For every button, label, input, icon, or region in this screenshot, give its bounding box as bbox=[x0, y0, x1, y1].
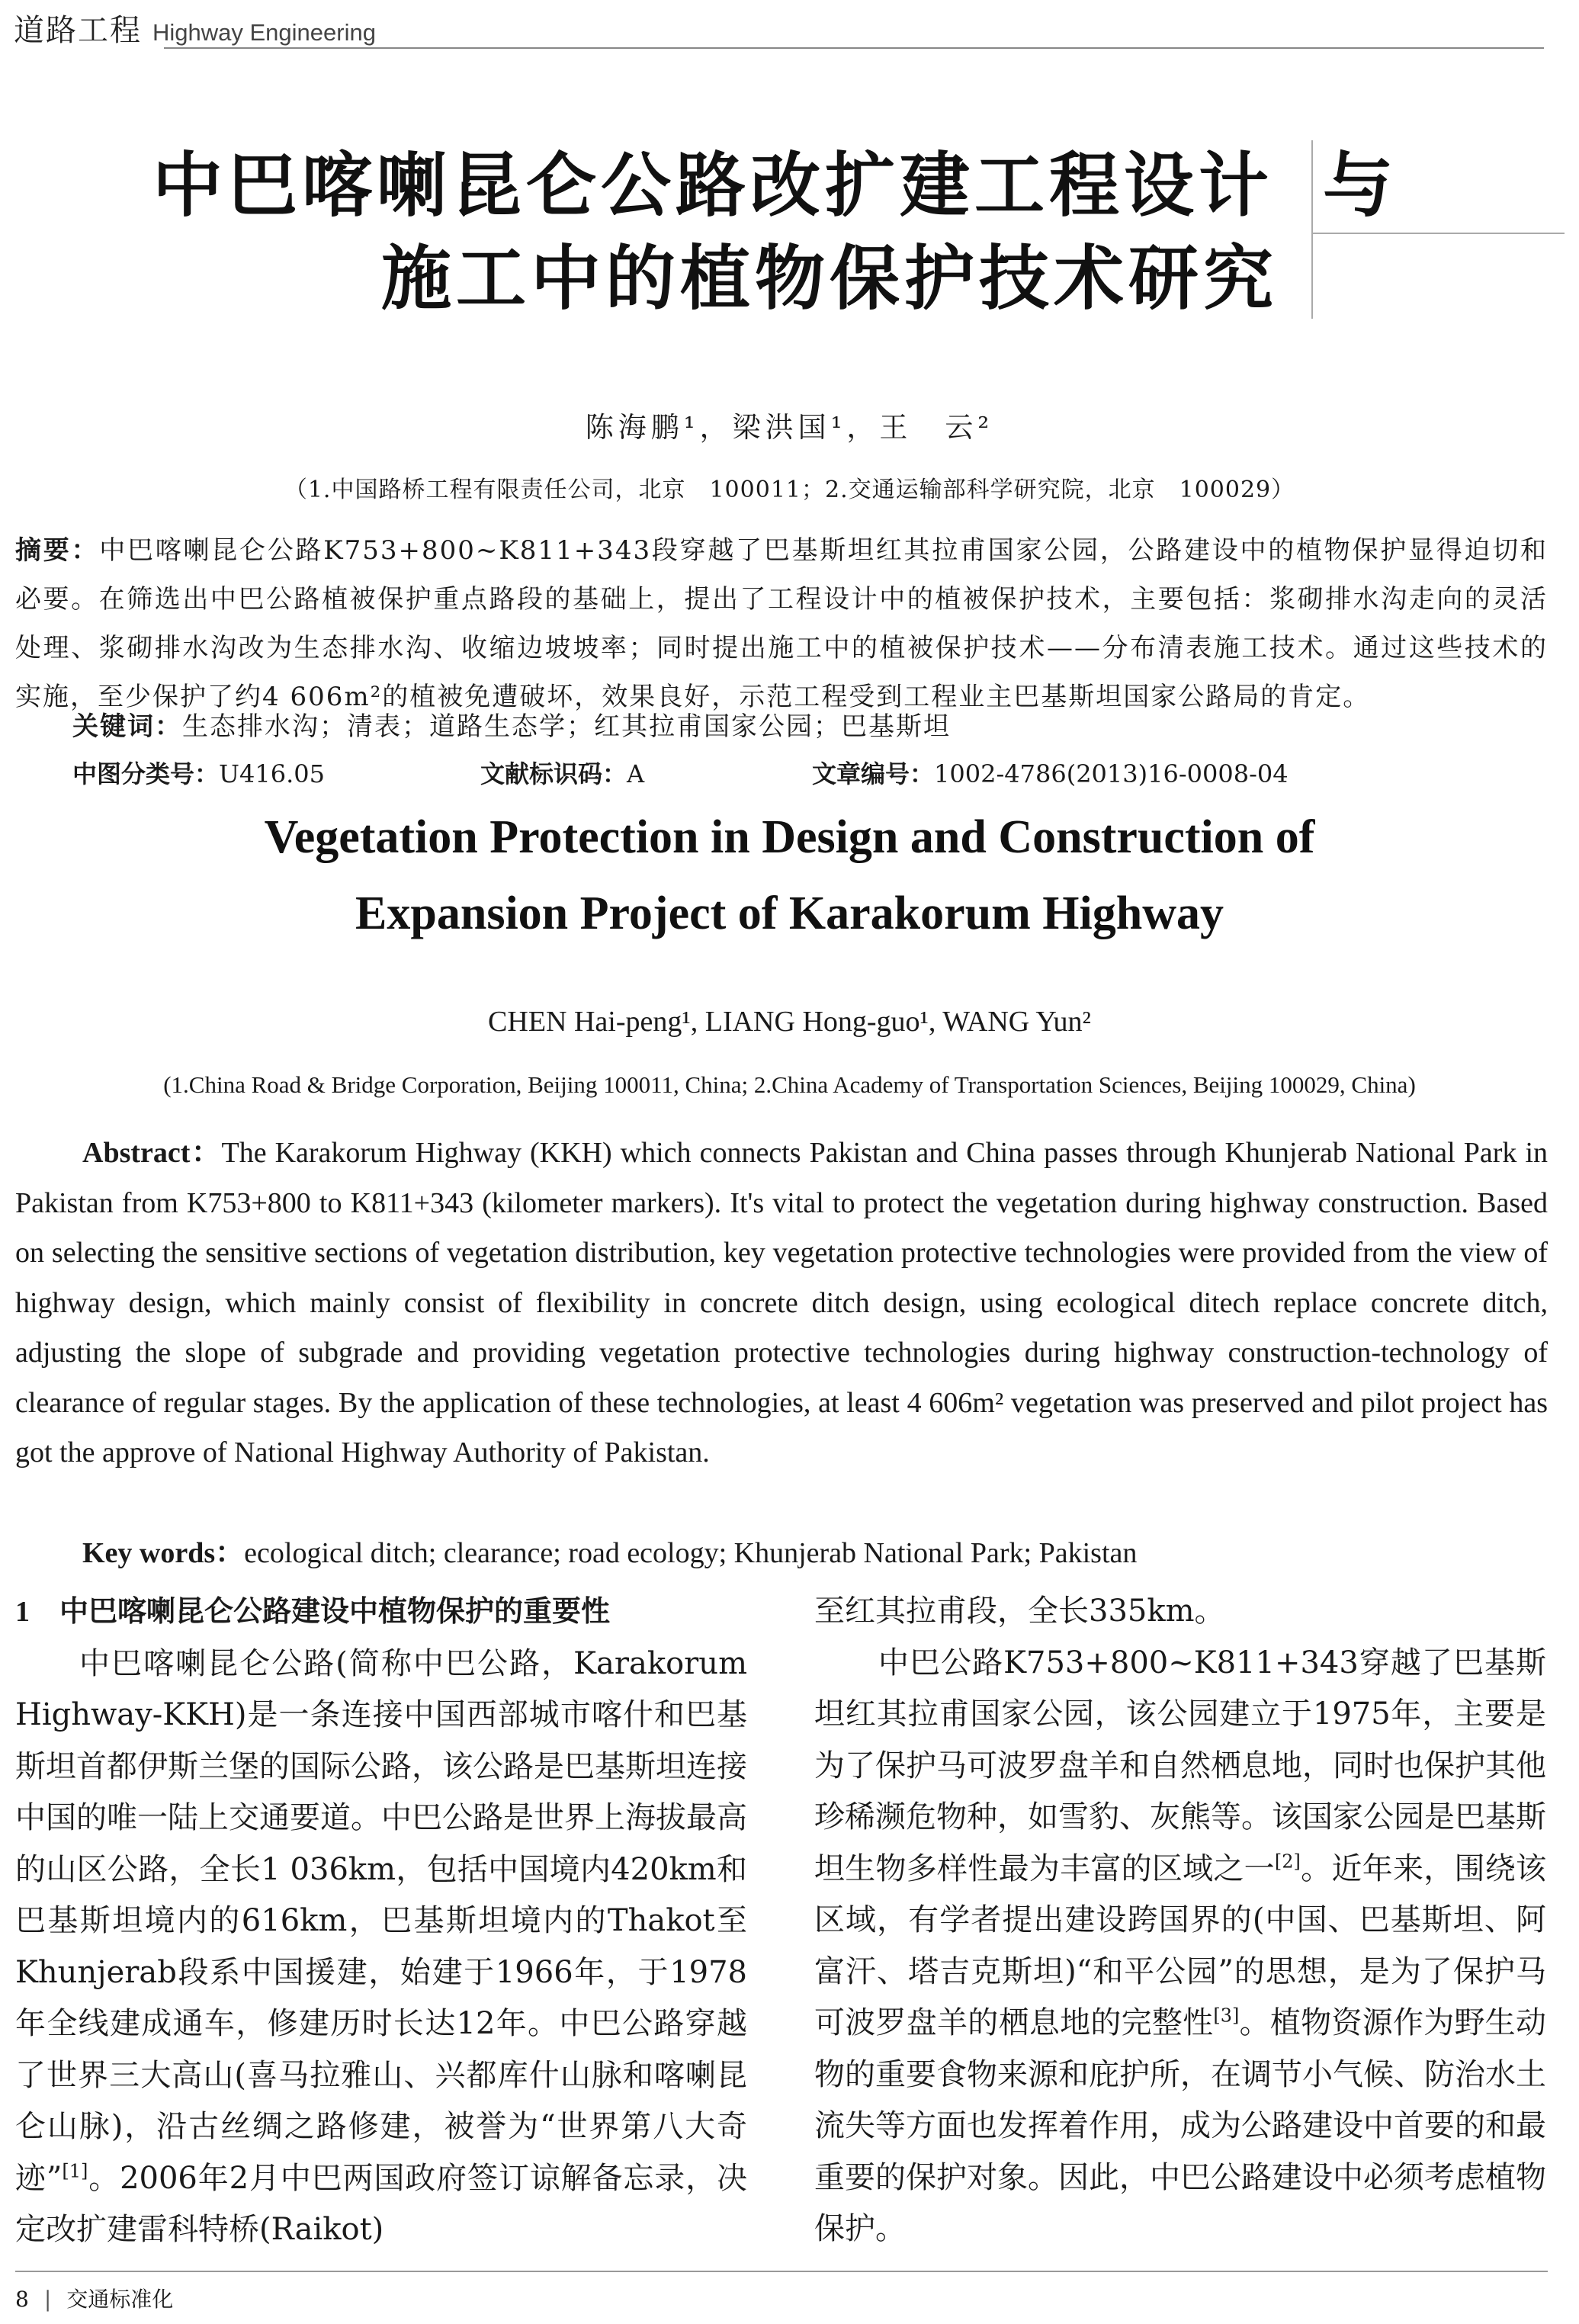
title-vertical-rule bbox=[1311, 140, 1313, 319]
section-1-number: 1 bbox=[15, 1596, 30, 1628]
keywords-cn-label: 关键词： bbox=[72, 711, 182, 742]
footer-journal: 交通标准化 bbox=[66, 2287, 174, 2312]
section-1-title: 中巴喀喇昆仑公路建设中植物保护的重要性 bbox=[59, 1594, 611, 1628]
para2-text-b: 。近年来，围绕该区域，有学者提出建设跨国界的(中国、巴基斯坦、阿富汗、塔吉克斯坦)“和平公园”的思想，是为了保护马可波罗盘羊的栖息地的完整性 bbox=[814, 1851, 1547, 2040]
doc-code-value: A bbox=[627, 759, 645, 788]
title-cn-line1: 中巴喀喇昆仑公路改扩建工程设计 bbox=[152, 145, 1274, 226]
citation-2: [2] bbox=[1274, 1851, 1301, 1873]
body-column-left bbox=[15, 1586, 747, 2256]
title-horizontal-rule bbox=[1313, 233, 1565, 234]
abstract-en bbox=[15, 1128, 1548, 1478]
para2-text: 中巴公路K753+800~K811+343穿越了巴基斯坦红其拉甫国家公园，该公园建立于1975年，主要是为了保护马可波罗盘羊和自然栖息地，同时也保护其他珍稀濒危物种，如雪豹、灰熊等。该国家公园是巴基斯坦生物多样性最为丰富的区域之一 bbox=[814, 1645, 1546, 1886]
abstract-en-text: The Karakorum Highway (KKH) which connects Pakistan and China passes through Khunjerab National Park in Pakistan from K753+800 to K811+343 (kilometer markers). It's vital to protect the vegetation during highway construction. Based on selecting the sensitive sections of vegetation distribution, key vegetation protective technologies were provided from the view of highway design, which mainly consist of flexibility in concrete ditch design, using ecological ditech replace concrete ditch, adjusting the slope of subgrade and providing vegetation protective technologies during highway construction-technology of clearance of regular stages. By the application of these technologies, at least 4 606m² vegetation was preserved and pilot project has got the approve of National Highway Authority of Pakistan. bbox=[15, 1137, 1548, 1469]
para1-text: 中巴喀喇昆仑公路(简称中巴公路，Karakorum Highway-KKH)是一条连接中国西部城市喀什和巴基斯坦首都伊斯兰堡的国际公路，该公路是巴基斯坦连接中国的唯一陆上交通要道。中巴公路是世界上海拔最高的山区公路，全长1 036km，包括中国境内420km和巴基斯坦境内的616km，巴基斯坦境内的Thakot至Khunjerab段系中国援建，始建于1966年，于1978年全线建成通车，修建历时长达12年。中巴公路穿越了世界三大高山(喜马拉雅山、兴都库什山脉和喀喇昆仑山脉)，沿古丝绸之路修建，被誉为“世界第八大奇迹” bbox=[15, 1645, 747, 2196]
para2-text-c: 。植物资源作为野生动物的重要食物来源和庇护所，在调节小气候、防治水土流失等方面也发挥着作用，成为公路建设中首要的和最重要的保护对象。因此，中巴公路建设中必须考虑植物保护。 bbox=[814, 2005, 1547, 2246]
article-number-value: 1002-4786(2013)16-0008-04 bbox=[934, 759, 1289, 788]
section-1-paragraph-1-cont: 至红其拉甫段，全长335km。 bbox=[814, 1594, 1225, 1629]
page-footer bbox=[15, 2283, 173, 2313]
title-en-line1: Vegetation Protection in Design and Construction of bbox=[264, 811, 1315, 863]
clc-number bbox=[72, 755, 325, 790]
section-1-heading bbox=[15, 1586, 747, 1639]
body-column-right bbox=[814, 1586, 1546, 2255]
article-number-label: 文章编号： bbox=[812, 759, 935, 788]
running-header bbox=[14, 6, 1546, 49]
article-number bbox=[812, 755, 1289, 790]
doc-code-label: 文献标识码： bbox=[480, 759, 627, 788]
section-1-paragraph-2 bbox=[814, 1638, 1546, 2255]
keywords-cn bbox=[72, 705, 951, 743]
title-cn-line2: 施工中的植物保护技术研究 bbox=[381, 238, 1279, 319]
citation-3: [3] bbox=[1213, 2005, 1240, 2027]
authors-cn: 陈海鹏¹，梁洪国¹，王 云² bbox=[585, 411, 994, 444]
abstract-en-label: Abstract： bbox=[82, 1137, 222, 1169]
citation-1: [1] bbox=[62, 2160, 88, 2182]
footer-separator: | bbox=[43, 2287, 52, 2312]
affiliation-cn: （1.中国路桥工程有限责任公司，北京 100011；2.交通运输部科学研究院，北京 100029） bbox=[284, 477, 1295, 503]
clc-label: 中图分类号： bbox=[72, 759, 220, 788]
keywords-en bbox=[82, 1529, 1137, 1571]
para1-text-b: 。2006年2月中巴两国政府签订谅解备忘录，决定改扩建雷科特桥(Raikot) bbox=[15, 2160, 747, 2247]
title-cn bbox=[152, 130, 1464, 335]
title-en-line2: Expansion Project of Karakorum Highway bbox=[355, 888, 1224, 939]
clc-value: U416.05 bbox=[219, 759, 325, 788]
journal-name-en: Highway Engineering bbox=[152, 19, 376, 46]
abstract-cn-label: 摘要： bbox=[15, 535, 100, 566]
abstract-cn-text: 中巴喀喇昆仑公路K753+800~K811+343段穿越了巴基斯坦红其拉甫国家公园，公路建设中的植物保护显得迫切和必要。在筛选出中巴公路植被保护重点路段的基础上，提出了工程设计中的植被保护技术，主要包括：浆砌排水沟走向的灵活处理、浆砌排水沟改为生态排水沟、收缩边坡坡率；同时提出施工中的植被保护技术——分布清表施工技术。通过这些技术的实施，至少保护了约4 606m²的植被免遭破坏，效果良好，示范工程受到工程业主巴基斯坦国家公路局的肯定。 bbox=[15, 535, 1548, 712]
keywords-cn-text: 生态排水沟；清表；道路生态学；红其拉甫国家公园；巴基斯坦 bbox=[182, 711, 951, 742]
document-code bbox=[480, 755, 644, 790]
section-1-paragraph-1 bbox=[15, 1639, 747, 2256]
abstract-cn bbox=[15, 526, 1548, 721]
authors-en: CHEN Hai-peng¹, LIANG Hong-guo¹, WANG Yun² bbox=[488, 1006, 1091, 1038]
keywords-en-label: Key words： bbox=[82, 1537, 245, 1569]
journal-name-cn: 道路工程 bbox=[14, 13, 142, 48]
header-rule bbox=[164, 47, 1544, 49]
page-number: 8 bbox=[15, 2287, 29, 2312]
affiliation-en: (1.China Road & Bridge Corporation, Beijing 100011, China; 2.China Academy of Transportation Sciences, Beijing 100029, China) bbox=[163, 1071, 1416, 1098]
keywords-en-text: ecological ditch; clearance; road ecology; Khunjerab National Park; Pakistan bbox=[244, 1537, 1138, 1569]
footer-rule bbox=[15, 2271, 1548, 2272]
title-cn-line1-tail: 与 bbox=[1323, 145, 1398, 226]
